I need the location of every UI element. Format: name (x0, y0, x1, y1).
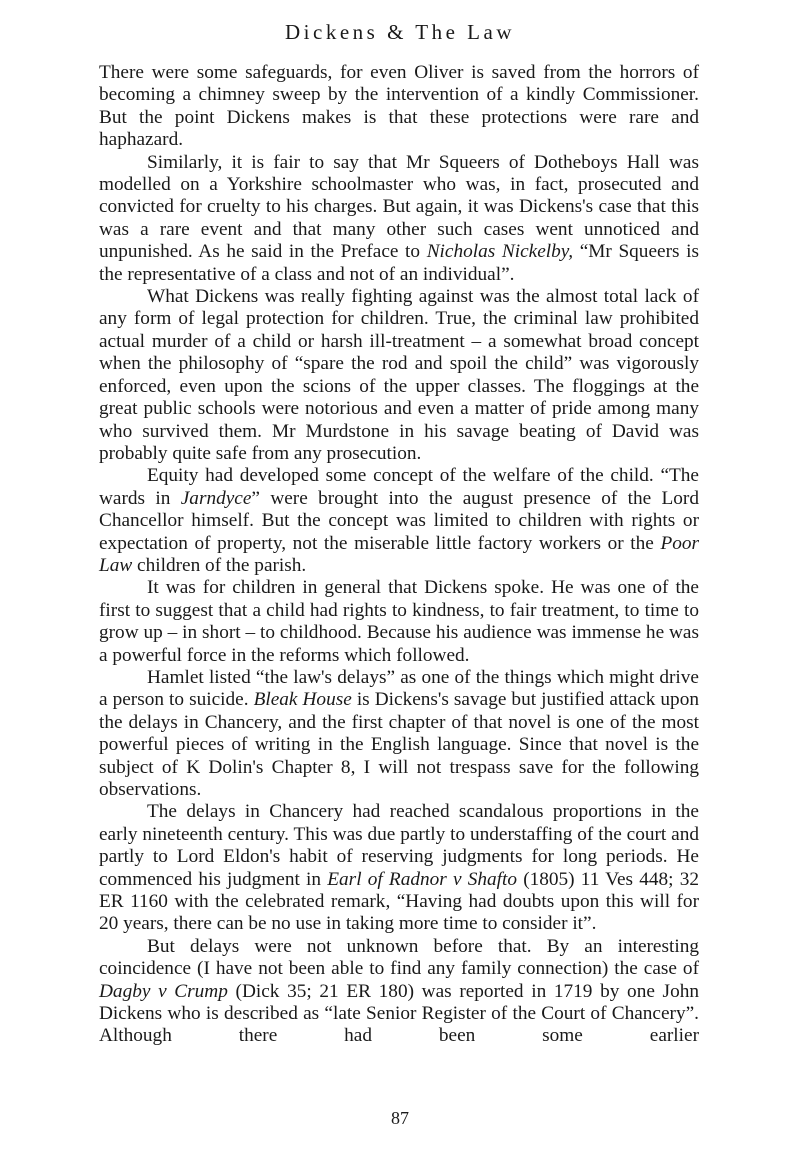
text-run: What Dickens was really fighting against was the almost total lack of any form of legal protection for children. True, the criminal law prohibited actual murder of a child or harsh ill-treatment – a somewhat broad concept when the philosophy of “spare the rod and spoil the child” was vigorously enforced, even upon the scions of the upper classes. The floggings at the great public schools were notorious and even a matter of pride among many who survived them. Mr Murdstone in his savage beating of David was probably quite safe from any prosecution. (99, 286, 699, 464)
paragraph (99, 286, 699, 465)
text-run: It was for children in general that Dickens spoke. He was one of the first to suggest that a child had rights to kindness, to fair treatment, to time to grow up – in short – to childhood. Because his audience was immense he was a powerful force in the reforms which followed. (99, 577, 699, 666)
paragraph (99, 801, 699, 935)
body-text (99, 62, 699, 1048)
text-run: “Mr Squeers is the representative of a class and not of an individual”. (99, 241, 699, 285)
paragraph (99, 577, 699, 667)
page-number: 87 (391, 1108, 409, 1128)
italic-title: Bleak House (253, 689, 352, 711)
running-header: Dickens & The Law (285, 20, 515, 44)
text-run: is Dickens's savage but justified attack upon the delays in Chancery, and the first chapter of that novel is one of the most powerful pieces of writing in the English language. Since that novel is the subject of K Dolin's Chapter 8, I will not trespass save for the following observations. (99, 689, 699, 800)
italic-title: Earl of Radnor v Shafto (327, 868, 517, 890)
text-run: There were some safeguards, for even Oliver is saved from the horrors of becoming a chimney sweep by the intervention of a kindly Commissioner. But the point Dickens makes is that these protections were rare and haphazard. (99, 62, 699, 151)
text-run: The delays in Chancery had reached scandalous proportions in the early nineteenth century. This was due partly to understaffing of the court and partly to Lord Eldon's habit of reserving judgments for long periods. He commenced his judgment in (99, 801, 699, 890)
text-run: (1805) 11 Ves 448; 32 ER 1160 with the celebrated remark, “Having had doubts upon this will for 20 years, there can be no use in taking more time to consider it”. (99, 868, 699, 935)
italic-title: Dagby v Crump (99, 980, 228, 1002)
paragraph (99, 936, 699, 1048)
text-run: Similarly, it is fair to say that Mr Squeers of Dotheboys Hall was modelled on a Yorkshire schoolmaster who was, in fact, prosecuted and convicted for cruelty to his charges. But again, it was Dickens's case that this was a rare event and that many other such cases went unnoticed and unpunished. As he said in the Preface to (99, 151, 699, 263)
text-run: ” were brought into the august presence of the Lord Chancellor himself. But the concept was limited to children with rights or expectation of property, not the miserable little factory workers or the (99, 487, 699, 554)
paragraph (99, 465, 699, 577)
italic-title: Jarndyce (180, 487, 252, 509)
paragraph (99, 62, 699, 152)
italic-title: Nicholas Nickelby, (426, 241, 574, 263)
paragraph (99, 667, 699, 801)
paragraph (99, 152, 699, 286)
text-run: (Dick 35; 21 ER 180) was reported in 1719 by one John Dickens who is described as “late Senior Register of the Court of Chancery”. Although there had been some earlier (99, 980, 699, 1047)
text-run: children of the parish. (132, 554, 307, 576)
text-run: But delays were not unknown before that. By an interesting coincidence (I have not been able to find any family connection) the case of (99, 935, 699, 980)
italic-title: Poor Law (99, 532, 699, 576)
text-run: Hamlet listed “the law's delays” as one of the things which might drive a person to suicide. (99, 666, 699, 711)
text-run: Equity had developed some concept of the welfare of the child. “The wards in (99, 465, 699, 509)
